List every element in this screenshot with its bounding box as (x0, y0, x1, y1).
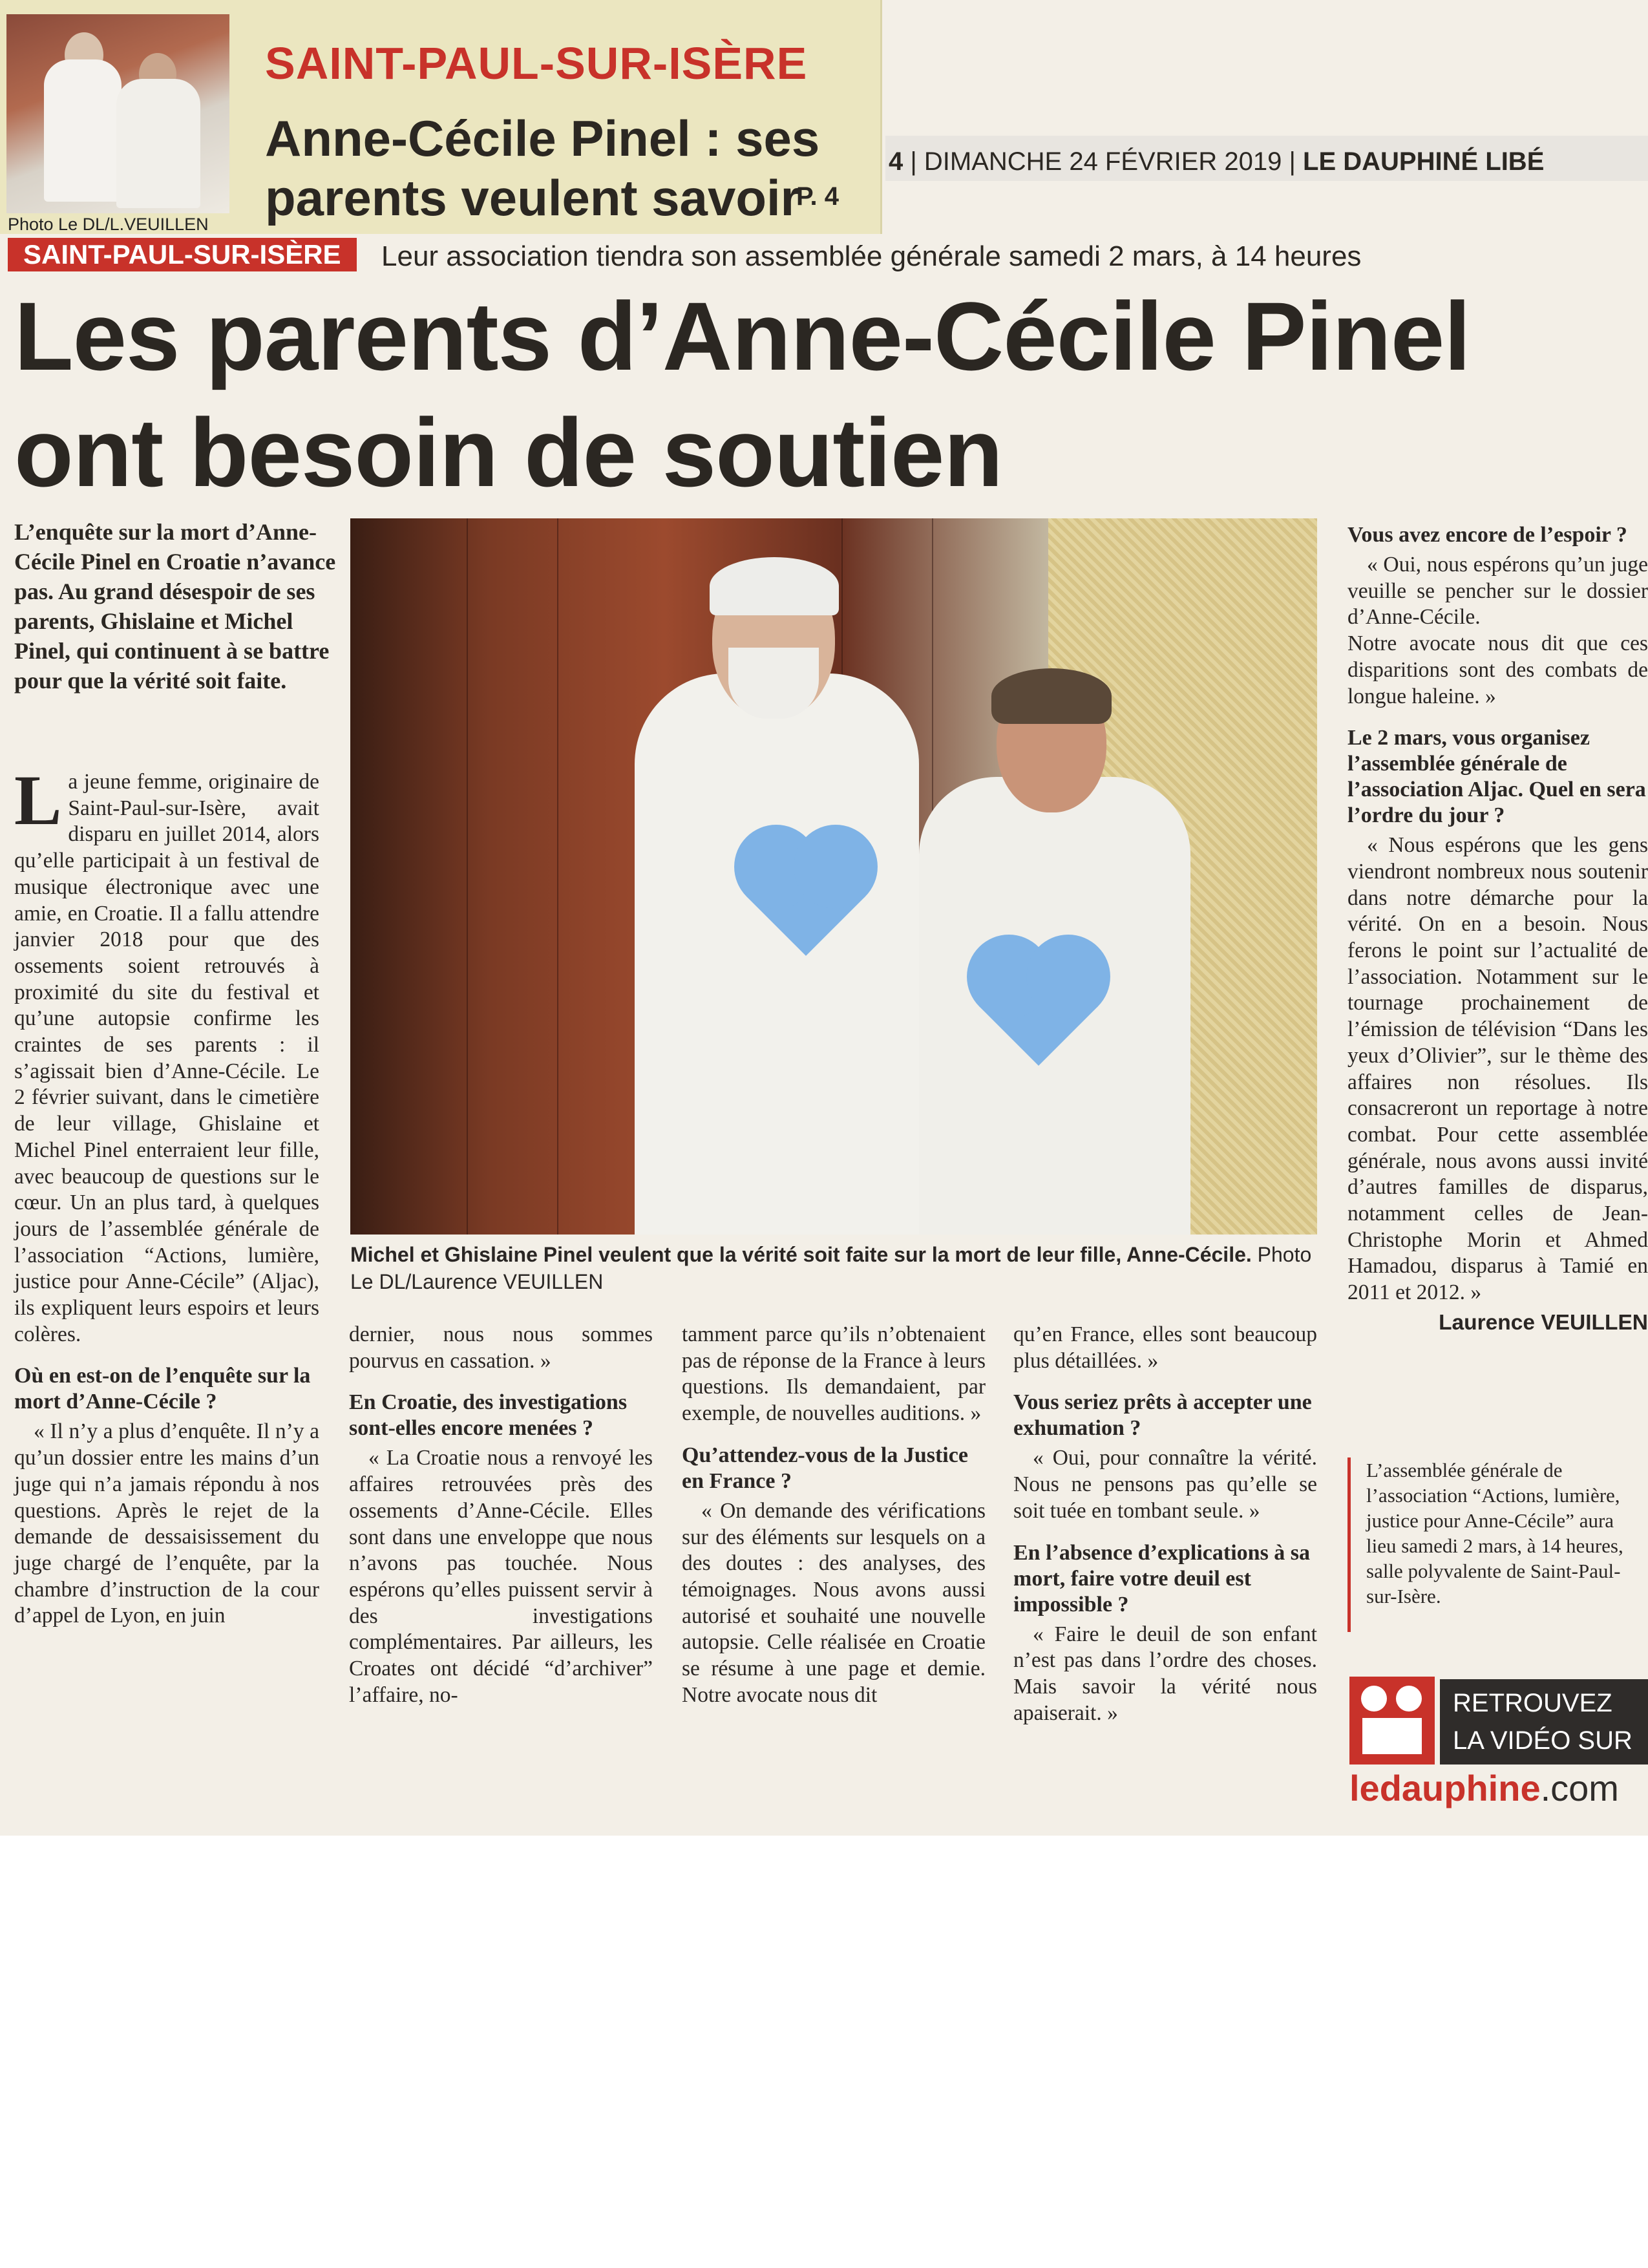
answer-4: « Oui, pour connaître la vérité. Nous ne pensons pas qu’elle se soit tuée en tombant seule. » (1013, 1446, 1317, 1523)
man-figure (635, 673, 919, 1235)
video-promo[interactable] (1349, 1677, 1648, 1808)
question-1: Où en est-on de l’enquête sur la mort d’Anne-Cécile ? (14, 1364, 311, 1414)
teaser-photo (6, 14, 229, 213)
column-5 (1347, 522, 1648, 1337)
answer-5: « Faire le deuil de son enfant n’est pas dans l’ordre des choses. Mais savoir la vérité nous apaiserait. » (1013, 1622, 1317, 1725)
promo-site-name: ledauphine (1349, 1768, 1541, 1808)
promo-site-link[interactable] (1349, 1767, 1619, 1809)
headline: Les parents d’Anne-Cécile Pinel ont besoin de soutien (14, 282, 1470, 507)
question-2: En Croatie, des investigations sont-elles encore menées ? (349, 1390, 628, 1441)
photo-caption (350, 1241, 1320, 1295)
folio-newspaper: LE DAUPHINÉ LIBÉ (1303, 147, 1545, 176)
video-camera-icon (1349, 1677, 1435, 1765)
teaser-page-ref: P. 4 (796, 182, 839, 211)
info-box: L’assemblée générale de l’association “Actions, lumière, justice pour Anne-Cécile” aura lieu samedi 2 mars, à 14 heures, salle polyvalente de Saint-Paul-sur-Isère. (1347, 1457, 1648, 1632)
answer-6-part-2: Notre avocate nous dit que ces disparitions sont des combats de longue haleine. » (1347, 631, 1648, 708)
teaser-title: Anne-Cécile Pinel : ses parents veulent savoir (265, 110, 820, 226)
promo-banner (1440, 1679, 1648, 1765)
promo-line-1: RETROUVEZ (1453, 1689, 1612, 1717)
question-5: En l’absence d’explications à sa mort, faire votre deuil est impossible ? (1013, 1540, 1311, 1616)
caption-credit: Photo Le DL/Laurence VEUILLEN (350, 1243, 1312, 1293)
question-7: Le 2 mars, vous organisez l’assemblée générale de l’association Aljac. Quel en sera l’ordre du jour ? (1347, 726, 1646, 828)
answer-2-part-1: « La Croatie nous a renvoyé les affaires retrouvées près des ossements d’Anne-Cécile. Elles sont dans une enveloppe que nous n’avons pas touchée. Nous espérons qu’elles puissent servir à des investigations complémentaires. Par ailleurs, les Croates ont décidé “d’archiver” l’affaire, no- (349, 1446, 653, 1707)
folio-date: DIMANCHE 24 FÉVRIER 2019 (924, 147, 1282, 176)
author-signature: Laurence VEUILLEN (1439, 1310, 1648, 1335)
answer-3-part-2: qu’en France, elles sont beaucoup plus détaillées. » (1013, 1322, 1317, 1373)
folio: 4 | DIMANCHE 24 FÉVRIER 2019 | LE DAUPHINÉ LIBÉ (889, 147, 1545, 176)
intro-paragraph: La jeune femme, originaire de Saint-Paul-sur-Isère, avait disparu en juillet 2014, alors qu’elle participait à un festival de musique électronique avec une amie, en Croatie. Il a fallu attendre janvier 2018 pour que des ossements soient retrouvés à proximité du site du festival et qu’une autopsie confirme les craintes de ses parents : il s’agissait bien d’Anne-Cécile. Le 2 février suivant, dans le cimetière de leur village, Ghislaine et Michel Pinel enterraient leur fille, avec beaucoup de questions sur le cœur. Un an plus tard, à quelques jours de l’assemblée générale de l’association “Actions, lumière, justice pour Anne-Cécile” (Aljac), ils expliquent leurs espoirs et leurs colères. (14, 761, 319, 1346)
question-6: Vous avez encore de l’espoir ? (1347, 523, 1627, 547)
answer-2-part-2: tamment parce qu’ils n’obtenaient pas de réponse de la France à leurs questions. Ils demandaient, par exemple, de nouvelles auditions. » (682, 1322, 986, 1426)
teaser-box (0, 0, 882, 234)
answer-6-part-1: « Oui, nous espérons qu’un juge veuille se pencher sur le dossier d’Anne-Cécile. (1347, 553, 1648, 630)
lead-paragraph: L’enquête sur la mort d’Anne-Cécile Pinel en Croatie n’avance pas. Au grand désespoir de ses parents, Ghislaine et Michel Pinel, qui continuent à se battre pour que la vérité soit faite. (14, 519, 336, 694)
question-4: Vous seriez prêts à accepter une exhumation ? (1013, 1390, 1312, 1441)
answer-3-part-1: « On demande des vérifications sur des éléments sur lesquels on a des doutes : des analyses, des témoignages. Nous avons aussi autorisé et souhaité une nouvelle autopsie. Celle réalisée en Croatie se résume à une page et demie. Notre avocate nous dit (682, 1498, 986, 1707)
promo-site-tld: .com (1540, 1768, 1619, 1808)
column-1 (14, 761, 319, 1629)
column-3 (682, 1322, 986, 1708)
teaser-kicker: SAINT-PAUL-SUR-ISÈRE (265, 38, 808, 89)
answer-7: « Nous espérons que les gens viendront nombreux nous soutenir dans notre démarche pour la vérité. On en a besoin. Nous ferons le point sur l’actualité de l’association. Notamment sur le tournage prochainement de l’émission de télévision “Dans les yeux d’Olivier”, sur le thème des affaires non résolues. Ils consacreront un reportage à notre combat. Pour cette assemblée générale, nous avons aussi invité d’autres familles de disparus, notamment celles de Jean-Christophe Morin et Ahmed Hamadou, disparus à Tamié en 2011 et 2012. » (1347, 833, 1648, 1305)
caption-text: Michel et Ghislaine Pinel veulent que la vérité soit faite sur la mort de leur fille, Anne-Cécile. (350, 1243, 1252, 1266)
column-4 (1013, 1322, 1317, 1726)
folio-page-number: 4 (889, 147, 903, 176)
location-tag: SAINT-PAUL-SUR-ISÈRE (8, 238, 357, 271)
answer-1-part-2: dernier, nous nous sommes pourvus en cassation. » (349, 1322, 653, 1373)
main-photo (350, 518, 1317, 1235)
subkicker: Leur association tiendra son assemblée générale samedi 2 mars, à 14 heures (381, 240, 1362, 272)
column-2 (349, 1322, 653, 1708)
question-3: Qu’attendez-vous de la Justice en France ? (682, 1443, 968, 1493)
promo-line-2: LA VIDÉO SUR (1453, 1726, 1632, 1755)
teaser-photo-credit: Photo Le DL/L.VEUILLEN (8, 215, 209, 234)
answer-1-part-1: « Il n’y a plus d’enquête. Il n’y a qu’un dossier entre les mains d’un juge qui n’a jamais répondu à nos questions. Après le rejet de la demande de dessaisissement du juge chargé de l’enquête, par la chambre d’instruction de la cour d’appel de Lyon, en juin (14, 1419, 319, 1628)
